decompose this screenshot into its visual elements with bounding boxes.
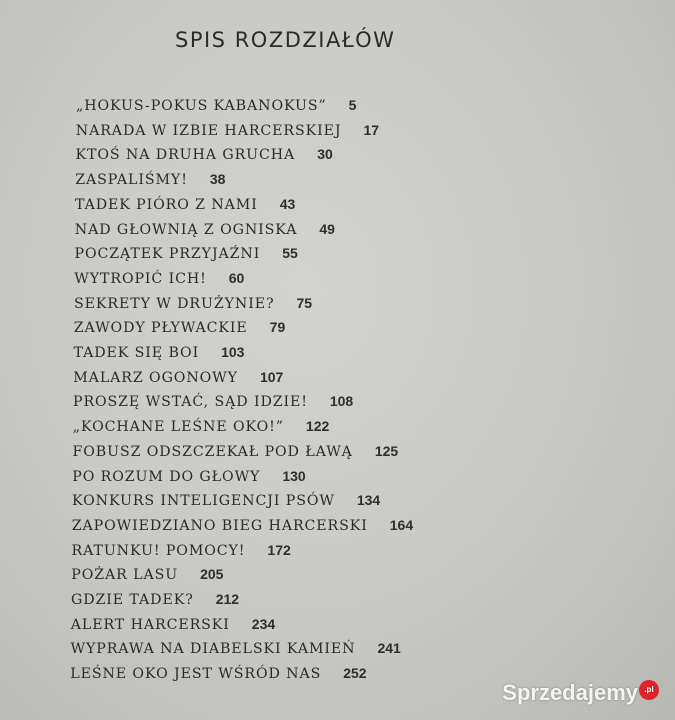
chapter-title: RATUNKU! POMOCY! <box>71 542 246 559</box>
page-number: 125 <box>374 442 399 459</box>
toc-entry <box>76 142 333 166</box>
toc-entry <box>76 93 356 117</box>
toc-entry <box>73 389 353 413</box>
chapter-title: „KOCHANE LEŚNE OKO!” <box>72 419 284 436</box>
toc-entry <box>76 118 379 142</box>
watermark-logo <box>502 680 659 706</box>
toc-entry <box>74 340 245 364</box>
chapter-title: WYPRAWA NA DIABELSKI KAMIEŃ <box>70 641 356 658</box>
page-number: 79 <box>269 319 286 336</box>
page-number: 172 <box>267 541 291 558</box>
toc-entry <box>70 661 366 685</box>
toc-entry <box>72 538 291 562</box>
page-number: 212 <box>215 591 240 607</box>
chapter-title: „HOKUS-POKUS KABANOKUS” <box>76 98 327 114</box>
page-number: 17 <box>363 121 380 138</box>
chapter-title: WYTROPIĆ ICH! <box>74 270 207 287</box>
chapter-title: MALARZ OGONOWY <box>73 369 238 386</box>
chapter-title: KONKURS INTELIGENCJI PSÓW <box>72 493 335 510</box>
page-number: 241 <box>377 640 401 657</box>
toc-entry <box>71 587 239 611</box>
page-number: 75 <box>296 294 313 311</box>
page-number: 108 <box>329 393 354 410</box>
toc-entry <box>71 612 275 636</box>
page-number: 164 <box>389 516 414 533</box>
chapter-title: FOBUSZ ODSZCZEKAŁ POD ŁAWĄ <box>72 443 353 460</box>
chapter-title: ALERT HARCERSKI <box>70 616 230 633</box>
page-number: 60 <box>228 269 245 286</box>
toc-entry <box>73 414 330 438</box>
page-number: 5 <box>348 97 357 113</box>
page-number: 30 <box>317 146 333 163</box>
toc-entry <box>74 291 312 315</box>
chapter-title: PO ROZUM DO GŁOWY <box>72 468 261 485</box>
chapter-title: NARADA W IZBIE HARCERSKIEJ <box>75 122 342 139</box>
page-number: 122 <box>305 418 330 435</box>
chapter-title: TADEK SIĘ BOI <box>73 345 200 361</box>
watermark-badge: .pl <box>639 680 659 700</box>
page-number: 107 <box>259 368 284 385</box>
toc-entry <box>73 365 283 389</box>
chapter-title: PROSZĘ WSTAĆ, SĄD IDZIE! <box>73 394 308 411</box>
toc-entry <box>72 513 413 537</box>
toc-entry <box>74 315 285 339</box>
page-number: 43 <box>279 195 296 212</box>
page-number: 234 <box>251 615 276 632</box>
page-number: 55 <box>282 245 298 262</box>
chapter-title: ZAPOWIEDZIANO BIEG HARCERSKI <box>71 517 368 534</box>
toc-entry <box>71 562 223 586</box>
page-number: 38 <box>209 171 226 188</box>
toc-entry <box>75 241 298 265</box>
chapter-title: KTOŚ NA DRUHA GRUCHA <box>75 147 296 164</box>
chapter-title: LEŚNE OKO JEST WŚRÓD NAS <box>70 666 322 683</box>
chapter-title: POŻAR LASU <box>71 567 179 584</box>
watermark-text: Sprzedajemy <box>502 680 638 705</box>
chapter-title: ZAWODY PŁYWACKIE <box>73 320 248 337</box>
toc-entry <box>71 636 401 660</box>
chapter-title: SEKRETY W DRUŻYNIE? <box>74 295 275 312</box>
page-number: 103 <box>221 344 245 360</box>
toc-entry <box>75 167 225 191</box>
toc-entry <box>72 488 380 512</box>
chapter-title: NAD GŁOWNIĄ Z OGNISKA <box>74 221 298 238</box>
page-number: 130 <box>282 467 306 484</box>
page-number: 49 <box>319 220 335 237</box>
chapter-title: ZASPALIŚMY! <box>75 172 188 189</box>
page-number: 252 <box>343 665 367 682</box>
chapter-title: TADEK PIÓRO Z NAMI <box>75 196 258 213</box>
toc-entry <box>74 266 244 290</box>
chapter-title: POCZĄTEK PRZYJAŹNI <box>74 246 261 263</box>
toc-entry <box>75 192 295 216</box>
page-number: 205 <box>200 566 224 583</box>
toc-entry <box>75 217 335 241</box>
page-title: SPIS ROZDZIAŁÓW <box>175 28 396 52</box>
toc-entry <box>73 439 399 463</box>
page-number: 134 <box>356 492 381 509</box>
chapter-title: GDZIE TADEK? <box>71 592 194 608</box>
toc-entry <box>72 464 305 488</box>
